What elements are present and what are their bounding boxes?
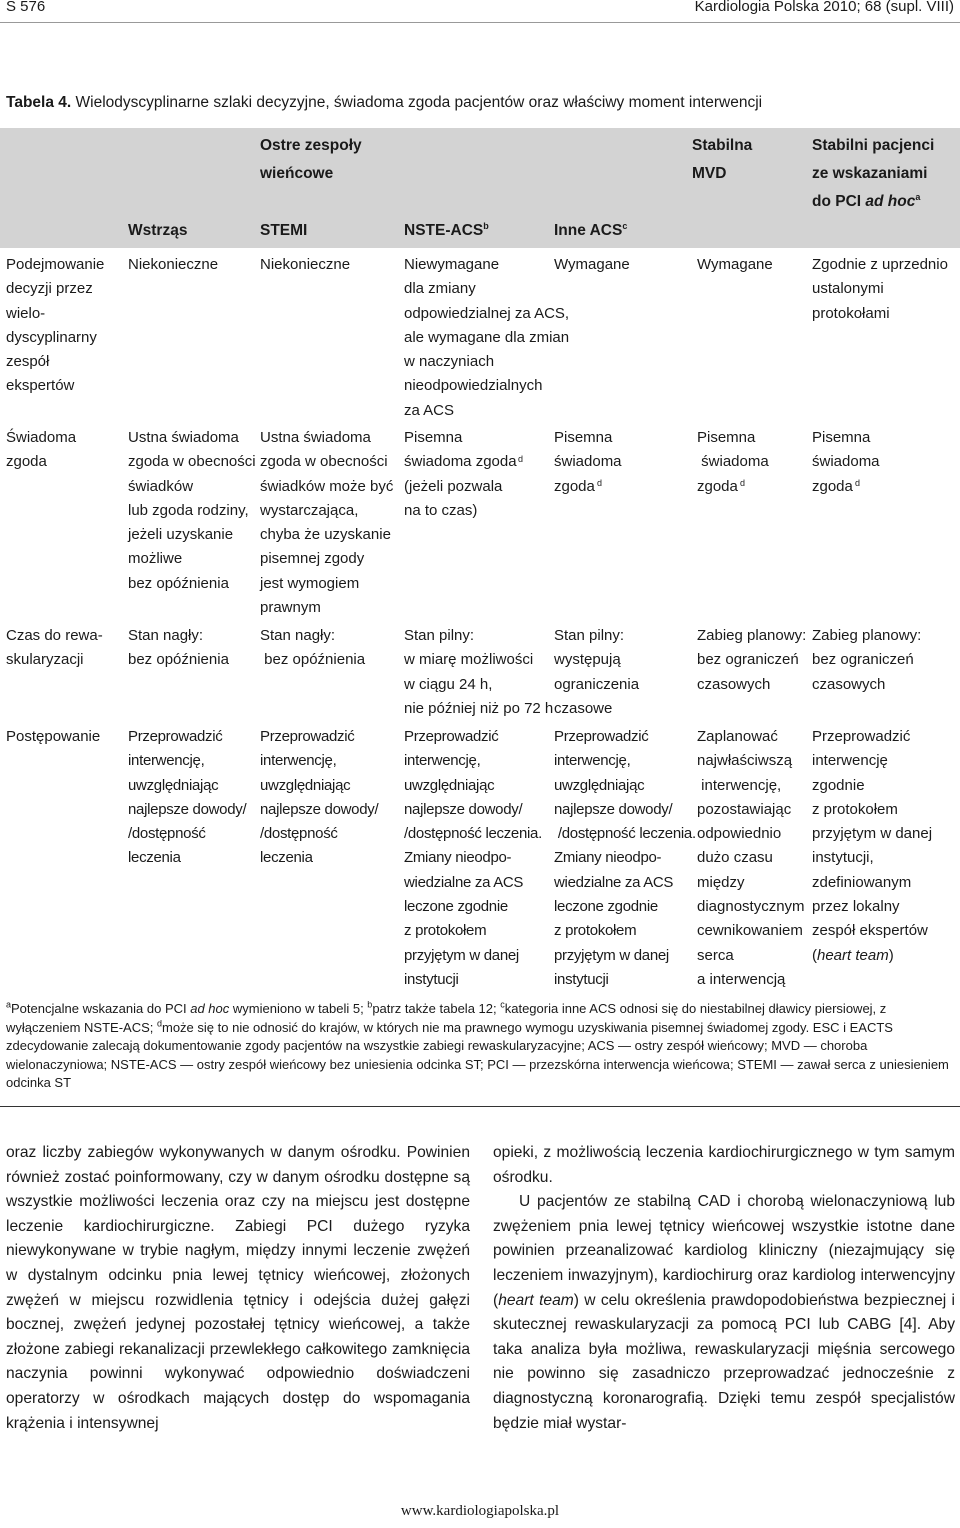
cell-r4-wstrzas: Przeprowadzić interwencję, uwzględniając najlepsze dowody/ /dostępność leczenia [128,728,247,867]
cell-r1-nste: Niewymagane dla zmiany odpowiedzialnej za ACS, ale wymagane dla zmian w naczyniach nieodpowiedzialnych za ACS [404,256,570,419]
cell-r4-stabilni-text: Przeprowadzić interwencję zgodnie z protokołem przyjętym w danej instytucji, zdefiniowanym przez lokalny zespół ekspertów ( [812,728,933,964]
cell-r2-stabilni-sup [855,476,860,500]
cell-r2-inne: Pisemna świadoma zgoda [554,429,622,495]
fn-a-italic: ad hoc [190,1001,230,1016]
header-acs-group: Ostre zespoły wieńcowe [260,137,362,182]
running-header-journal: Kardiologia Polska 2010; 68 (supl. VIII) [694,0,954,15]
fn-b-sup: b [367,999,373,1010]
cell-r2-mvd-sup [740,476,745,500]
cell-r3-stemi: Stan nagły: bez opóźnienia [260,627,366,669]
body-right-p2-b: ) w celu określenia prawdopodobieństwa bezpiecznej i skutecznej rewaskularyzacji za pomocą PCI lub CABG [4]. Aby taka analiza była możliwa, rewaskularyzacji mięśnia sercowego nie powinno się zasadniczo przeprowadzać jednocześnie z diagnostyczną koronarografią. Dzięki temu zespół specjalistów będzie miał wystar- [493,1291,955,1432]
cell-r2-stabilni: Pisemna świadoma zgoda [812,429,880,495]
sup-r2-nste: d [518,454,524,464]
sup-r2-mvd: d [740,478,746,488]
header-stabilni-sup: a [915,191,921,202]
table-caption [6,94,762,112]
body-right-p2-a: U pacjentów ze stabilną CAD i chorobą wielonaczyniową lub zwężeniem pnia lewej tętnicy wieńcowej wszystkie istotne dane powinien przeanalizować kardiolog kliniczny (niezajmujący się leczeniem inwazyjnym), kardiochirurg oraz kardiolog interwencyjny ( [493,1193,955,1309]
cell-r1-wstrzas: Niekonieczne [128,256,219,273]
fn-a-sup: a [6,999,12,1010]
table-caption-label: Tabela 4. [6,94,72,111]
header-inne-acs-label: Inne ACS [554,222,623,239]
cell-r3-mvd: Zabieg planowy: bez ograniczeń czasowych [697,627,807,693]
fn-a-text: Potencjalne wskazania do PCI [11,1001,191,1016]
header-stabilni-italic: ad hoc [865,193,916,210]
table-caption-text: Wielodyscyplinarne szlaki decyzyjne, świadoma zgoda pacjentów oraz właściwy moment interwencji [75,94,763,111]
cell-r4-stabilni-italic: heart team [817,946,889,964]
header-stemi: STEMI [260,222,308,239]
body-right-paragraph-1: opieki, z możliwością leczenia kardiochirurgicznego w tym samym ośrodku. [493,1144,955,1186]
row-label-time: Czas do rewa- skularyzacji [6,627,103,669]
cell-r1-stabilni: Zgodnie z uprzednio ustalonymi protokołami [812,256,948,322]
header-inne-acs [554,217,627,245]
header-rule [0,22,960,23]
body-right-p2-italic: heart team [498,1291,574,1309]
fn-d-sup: d [156,1018,162,1029]
cell-r3-inne: Stan pilny: występują ograniczenia czasowe [554,627,640,717]
cell-r4-nste: Przeprowadzić interwencję, uwzględniając najlepsze dowody/ /dostępność leczenia. Zmiany nieodpo- wiedzialne za ACS leczone zgodnie z protokołem przyjętym w danej instytucji [404,728,542,988]
cell-r1-inne: Wymagane [554,256,630,273]
body-column-left [6,1141,470,1436]
fn-a-text-2: wymieniono w tabeli 5; [229,1001,368,1016]
body-left-paragraph: oraz liczby zabiegów wykonywanych w danym ośrodku. Powinien również zostać poinformowany, czy w danym ośrodku dostępne są wszystkie możliwości leczenia oraz czy na miejscu jest dostępne leczenie kardiochirurgiczne. Zabiegi PCI dużego ryzyka niewykonywane w trybie nagłym, między innymi leczenie zwężeń w dystalnym odcinku pnia lewej tętnicy wieńcowej, złożonych zwężeń w miejscu rozwidlenia tętnicy i odejścia dużej gałęzi bocznej, zwężeń jedynej pozostałej tętnicy wieńcowej, a także złożone zabiegi rekanalizacji przewlekłego całkowitego zamknięcia naczynia powinni wykonywać odpowiednio doświadczeni operatorzy w ośrodkach mających dostęp do wspomagania krążenia i intensywnej [6,1144,470,1432]
row-label-procedure: Postępowanie [6,728,101,745]
header-stabilni-label: Stabilni pacjenci ze wskazaniami do PCI [812,137,935,210]
cell-r3-nste: Stan pilny: w miarę możliwości w ciągu 24 h, nie później niż po 72 h [404,627,554,717]
row-label-decision: Podejmowanie decyzji przez wielo- dyscyplinarny zespół ekspertów [6,256,105,395]
header-inne-acs-sup: c [622,220,628,231]
cell-r1-mvd: Wymagane [697,256,773,273]
cell-r4-stabilni-close: ) [888,946,894,964]
cell-r2-stemi: Ustna świadoma zgoda w obecności świadków może być wystarczająca, chyba że uzyskanie pisemnej zgody jest wymogiem prawnym [260,429,394,617]
cell-r1-stemi: Niekonieczne [260,256,351,273]
cell-r3-stabilni: Zabieg planowy: bez ograniczeń czasowych [812,627,922,693]
fn-c-sup: c [500,999,505,1010]
running-header-page: S 576 [6,0,46,15]
body-right-paragraph-2 [493,1190,955,1436]
header-stabilni-pacjenci [812,132,934,216]
header-wstrzas: Wstrząs [128,222,188,239]
cell-r2-mvd: Pisemna świadoma zgoda [697,429,769,495]
header-nste-acs [404,217,489,245]
footer-url: www.kardiologiapolska.pl [400,1503,560,1519]
row-label-consent: Świadoma zgoda [6,429,77,471]
table-footnote [6,1000,956,1093]
cell-r3-wstrzas: Stan nagły: bez opóźnienia [128,627,229,669]
cell-r4-stemi: Przeprowadzić interwencję, uwzględniając najlepsze dowody/ /dostępność leczenia [260,728,379,867]
cell-r4-stabilni [812,725,932,968]
header-stabilna-mvd: Stabilna MVD [692,137,753,182]
sup-r2-stabilni: d [855,478,861,488]
table-bottom-rule [0,1106,960,1107]
header-nste-acs-label: NSTE-ACS [404,222,484,239]
cell-r2-nste [404,426,517,523]
fn-d-text: może się to nie odnosić do krajów, w których nie ma prawnego wymogu uzyskiwania pisemnej świadomej zgody. ESC i EACTS zdecydowanie zalecają dokumentowanie zgody pacjentów na wszystkie zabiegi rewaskularyzacyjne; ACS — ostry zespół wieńcowy; MVD — choroba wielonaczyniowa; NSTE-ACS — ostry zespół wieńcowy bez uniesienia odcinka ST; PCI — przezskórna interwencja wieńcowa; STEMI — zawał serca z uniesieniem odcinka ST [6,1019,949,1091]
cell-r2-inne-sup [597,476,602,500]
cell-r4-inne: Przeprowadzić interwencję, uwzględniając najlepsze dowody/ /dostępność leczenia. Zmiany nieodpo- wiedzialne za ACS leczone zgodnie z protokołem przyjętym w danej instytucji [554,728,696,988]
fn-c-text: kategoria inne ACS odnosi się do niestabilnej dławicy piersiowej, z wyłączeniem NSTE-ACS; [6,1001,887,1035]
sup-r2-inne: d [597,478,603,488]
header-nste-acs-sup: b [483,220,489,231]
cell-r4-mvd: Zaplanować najwłaściwszą interwencję, pozostawiając odpowiednio dużo czasu między diagnostycznym cewnikowaniem serca a interwencją [697,728,805,988]
cell-r2-nste-text: Pisemna świadoma zgoda (jeżeli pozwala na to czas) [404,429,517,519]
cell-r2-wstrzas: Ustna świadoma zgoda w obecności świadków lub zgoda rodziny, jeżeli uzyskanie możliwe bez opóźnienia [128,429,256,592]
cell-r2-nste-sup [518,452,523,476]
body-column-right [493,1141,955,1436]
fn-b-text: patrz także tabela 12; [372,1001,501,1016]
